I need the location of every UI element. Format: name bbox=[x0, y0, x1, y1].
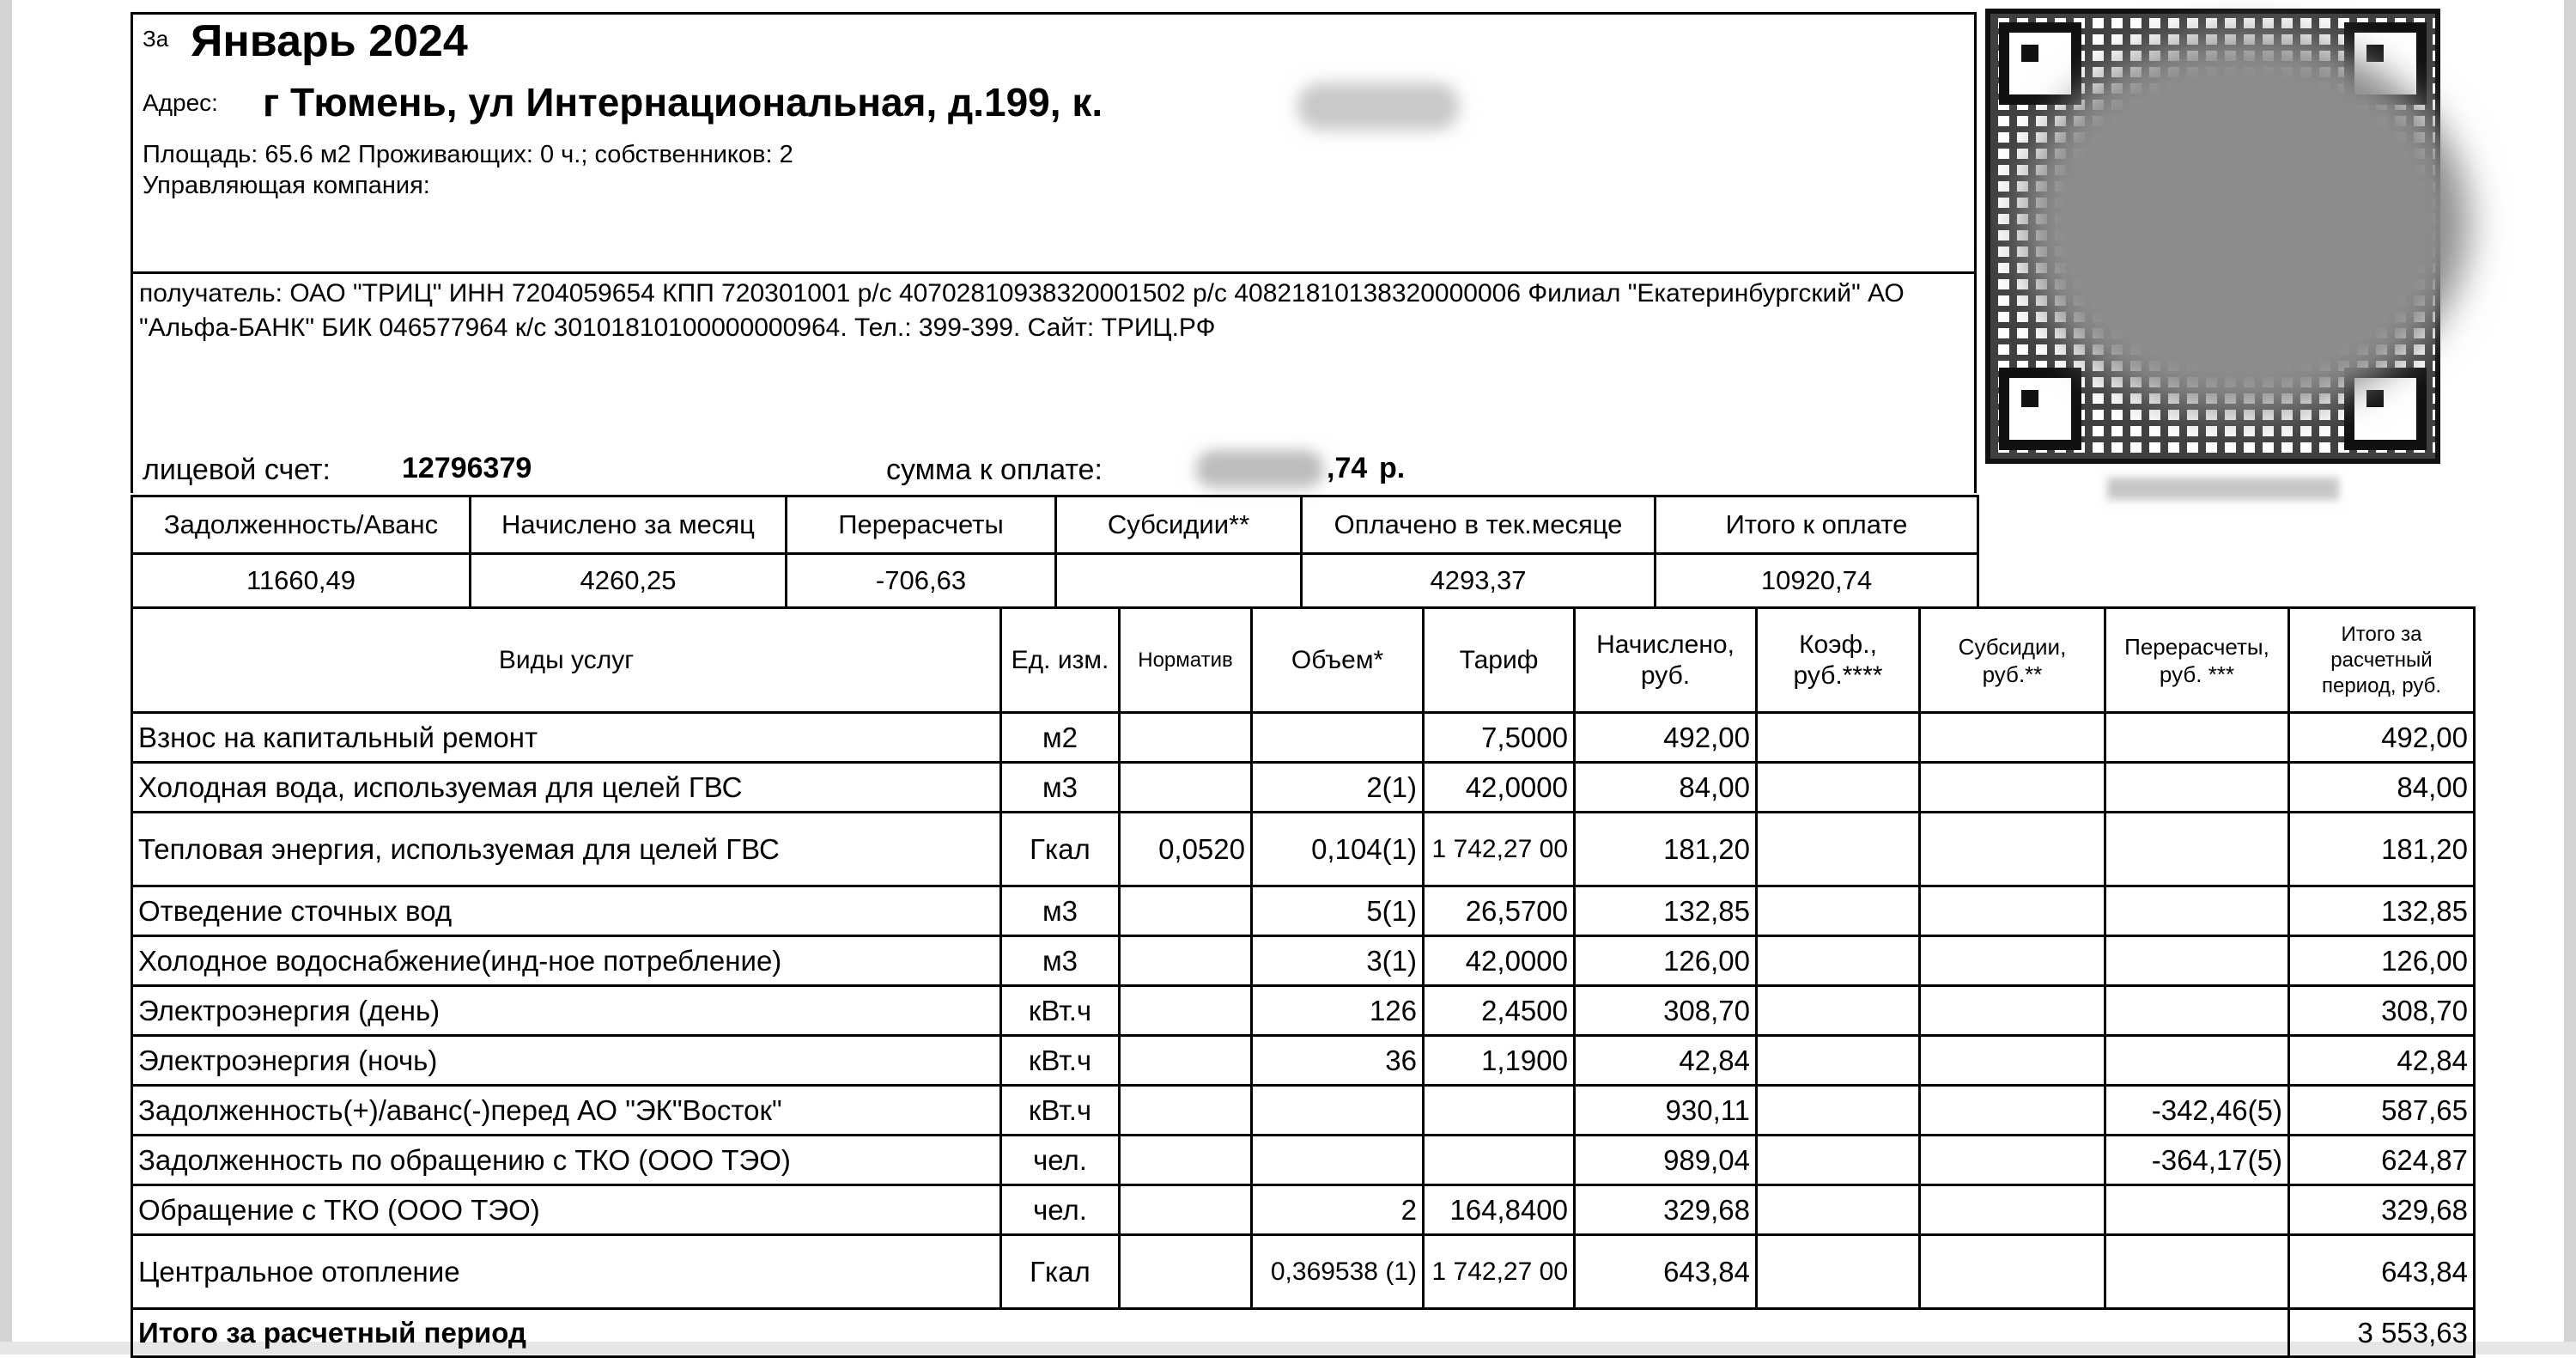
cell-volume: 2(1) bbox=[1252, 763, 1424, 813]
cell-subsidy bbox=[1920, 713, 2105, 763]
cell-norm bbox=[1120, 886, 1252, 936]
cell-charged: 492,00 bbox=[1575, 713, 1757, 763]
payment-currency: р. bbox=[1379, 452, 1406, 484]
cell-volume bbox=[1252, 1086, 1424, 1136]
cell-recalc bbox=[2105, 1235, 2289, 1309]
cell-volume: 0,104(1) bbox=[1252, 813, 1424, 886]
cell-service-name: Центральное отопление bbox=[132, 1235, 1001, 1309]
col-header-subsidy: Субсидии, руб.** bbox=[1920, 608, 2105, 713]
col-header-volume: Объем* bbox=[1252, 608, 1424, 713]
cell-tariff bbox=[1424, 1136, 1575, 1185]
col-header-coef: Коэф., руб.**** bbox=[1757, 608, 1920, 713]
cell-coef bbox=[1757, 936, 1920, 986]
cell-norm bbox=[1120, 713, 1252, 763]
cell-volume: 36 bbox=[1252, 1036, 1424, 1086]
cell-unit: Гкал bbox=[1001, 813, 1120, 886]
cell-recalc bbox=[2105, 713, 2289, 763]
cell-total: 126,00 bbox=[2289, 936, 2475, 986]
cell-total: 42,84 bbox=[2289, 1036, 2475, 1086]
col-header-tariff: Тариф bbox=[1424, 608, 1575, 713]
service-row bbox=[132, 813, 2475, 886]
col-header-unit: Ед. изм. bbox=[1001, 608, 1120, 713]
service-row bbox=[132, 1086, 2475, 1136]
cell-volume: 2 bbox=[1252, 1185, 1424, 1235]
cell-total: 84,00 bbox=[2289, 763, 2475, 813]
payment-label: сумма к оплате: bbox=[886, 454, 1103, 486]
total-label: Итого за расчетный период bbox=[132, 1309, 2289, 1357]
cell-subsidy bbox=[1920, 886, 2105, 936]
cell-norm bbox=[1120, 1136, 1252, 1185]
address-redaction bbox=[1297, 82, 1460, 131]
area-info: Площадь: 65.6 м2 Проживающих: 0 ч.; собственников: 2 bbox=[143, 141, 793, 168]
summary-header: Итого к оплате bbox=[1656, 496, 1978, 554]
service-row bbox=[132, 763, 2475, 813]
cell-recalc bbox=[2105, 936, 2289, 986]
col-header-charged: Начислено, руб. bbox=[1575, 608, 1757, 713]
service-row bbox=[132, 886, 2475, 936]
recipient-details: получатель: ОАО "ТРИЦ" ИНН 7204059654 КПП 720301001 р/с 40702810938320001502 р/с 40821810138320000006 Филиал "Екатеринбургский" АО "Альфа-БАНК" БИК 046577964 к/с 30101810100000000964. Тел.: 399-399. Сайт: ТРИЦ.РФ bbox=[139, 279, 1905, 342]
cell-subsidy bbox=[1920, 1136, 2105, 1185]
summary-header: Субсидии** bbox=[1056, 496, 1302, 554]
cell-unit: м3 bbox=[1001, 936, 1120, 986]
cell-service-name: Электроэнергия (ночь) bbox=[132, 1036, 1001, 1086]
cell-charged: 126,00 bbox=[1575, 936, 1757, 986]
qr-redaction bbox=[2022, 34, 2469, 412]
viewer-left-border bbox=[0, 0, 12, 1355]
cell-service-name: Холодная вода, используемая для целей ГВС bbox=[132, 763, 1001, 813]
service-row bbox=[132, 713, 2475, 763]
cell-norm bbox=[1120, 936, 1252, 986]
summary-header: Перерасчеты bbox=[787, 496, 1056, 554]
cell-subsidy bbox=[1920, 936, 2105, 986]
cell-coef bbox=[1757, 763, 1920, 813]
payment-redaction bbox=[1195, 450, 1324, 488]
service-row bbox=[132, 986, 2475, 1036]
summary-header: Оплачено в тек.месяце bbox=[1302, 496, 1656, 554]
viewer-right-border bbox=[2564, 0, 2576, 1355]
cell-charged: 308,70 bbox=[1575, 986, 1757, 1036]
management-company: Управляющая компания: bbox=[143, 172, 430, 199]
period-title: Январь 2024 bbox=[191, 16, 468, 66]
cell-service-name: Отведение сточных вод bbox=[132, 886, 1001, 936]
cell-charged: 930,11 bbox=[1575, 1086, 1757, 1136]
cell-tariff: 1,1900 bbox=[1424, 1036, 1575, 1086]
col-header-service: Виды услуг bbox=[132, 608, 1001, 713]
cell-service-name: Обращение с ТКО (ООО ТЭО) bbox=[132, 1185, 1001, 1235]
summary-paid: 4293,37 bbox=[1302, 554, 1656, 608]
cell-volume: 3(1) bbox=[1252, 936, 1424, 986]
cell-subsidy bbox=[1920, 986, 2105, 1036]
cell-volume: 5(1) bbox=[1252, 886, 1424, 936]
cell-volume bbox=[1252, 1136, 1424, 1185]
cell-charged: 84,00 bbox=[1575, 763, 1757, 813]
cell-subsidy bbox=[1920, 1086, 2105, 1136]
cell-coef bbox=[1757, 986, 1920, 1036]
cell-total: 643,84 bbox=[2289, 1235, 2475, 1309]
cell-service-name: Задолженность по обращению с ТКО (ООО ТЭО) bbox=[132, 1136, 1001, 1185]
cell-norm: 0,0520 bbox=[1120, 813, 1252, 886]
cell-unit: кВт.ч bbox=[1001, 1086, 1120, 1136]
cell-charged: 42,84 bbox=[1575, 1036, 1757, 1086]
service-row bbox=[132, 1136, 2475, 1185]
total-value: 3 553,63 bbox=[2289, 1309, 2475, 1357]
cell-tariff: 26,5700 bbox=[1424, 886, 1575, 936]
cell-norm bbox=[1120, 986, 1252, 1036]
cell-total: 624,87 bbox=[2289, 1136, 2475, 1185]
cell-unit: м3 bbox=[1001, 886, 1120, 936]
cell-volume bbox=[1252, 713, 1424, 763]
col-header-recalc: Перерасчеты, руб. *** bbox=[2105, 608, 2289, 713]
summary-total: 10920,74 bbox=[1656, 554, 1978, 608]
cell-recalc bbox=[2105, 763, 2289, 813]
cell-charged: 989,04 bbox=[1575, 1136, 1757, 1185]
header-divider bbox=[131, 271, 1977, 274]
cell-coef bbox=[1757, 1136, 1920, 1185]
period-prefix: За bbox=[143, 26, 169, 52]
summary-charged: 4260,25 bbox=[471, 554, 787, 608]
cell-coef bbox=[1757, 813, 1920, 886]
cell-unit: чел. bbox=[1001, 1185, 1120, 1235]
cell-total: 587,65 bbox=[2289, 1086, 2475, 1136]
qr-caption-redaction bbox=[2107, 478, 2339, 500]
cell-unit: кВт.ч bbox=[1001, 986, 1120, 1036]
cell-tariff: 2,4500 bbox=[1424, 986, 1575, 1036]
summary-table bbox=[131, 495, 1979, 609]
cell-norm bbox=[1120, 1036, 1252, 1086]
address-value: г Тюмень, ул Интернациональная, д.199, к. bbox=[263, 80, 1103, 125]
cell-recalc: -364,17(5) bbox=[2105, 1136, 2289, 1185]
cell-unit: м2 bbox=[1001, 713, 1120, 763]
cell-coef bbox=[1757, 886, 1920, 936]
summary-subsidy bbox=[1056, 554, 1302, 608]
cell-total: 132,85 bbox=[2289, 886, 2475, 936]
cell-tariff: 164,8400 bbox=[1424, 1185, 1575, 1235]
summary-recalc: -706,63 bbox=[787, 554, 1056, 608]
service-row bbox=[132, 936, 2475, 986]
services-table bbox=[131, 606, 2476, 1358]
payment-amount: ,74 bbox=[1327, 452, 1368, 484]
cell-unit: кВт.ч bbox=[1001, 1036, 1120, 1086]
account-label: лицевой счет: bbox=[143, 454, 331, 486]
cell-total: 308,70 bbox=[2289, 986, 2475, 1036]
cell-coef bbox=[1757, 1235, 1920, 1309]
cell-subsidy bbox=[1920, 1185, 2105, 1235]
cell-volume: 0,369538 (1) bbox=[1252, 1235, 1424, 1309]
cell-service-name: Взнос на капитальный ремонт bbox=[132, 713, 1001, 763]
cell-recalc bbox=[2105, 1036, 2289, 1086]
cell-unit: м3 bbox=[1001, 763, 1120, 813]
cell-norm bbox=[1120, 1235, 1252, 1309]
summary-header: Начислено за месяц bbox=[471, 496, 787, 554]
cell-service-name: Задолженность(+)/аванс(-)перед АО "ЭК"Восток" bbox=[132, 1086, 1001, 1136]
col-header-total: Итого за расчетный период, руб. bbox=[2289, 608, 2475, 713]
cell-recalc: -342,46(5) bbox=[2105, 1086, 2289, 1136]
cell-subsidy bbox=[1920, 813, 2105, 886]
cell-charged: 643,84 bbox=[1575, 1235, 1757, 1309]
cell-tariff: 42,0000 bbox=[1424, 936, 1575, 986]
service-row bbox=[132, 1235, 2475, 1309]
cell-recalc bbox=[2105, 986, 2289, 1036]
cell-tariff: 1 742,27 00 bbox=[1424, 813, 1575, 886]
summary-debt: 11660,49 bbox=[132, 554, 471, 608]
cell-tariff: 42,0000 bbox=[1424, 763, 1575, 813]
cell-coef bbox=[1757, 1086, 1920, 1136]
cell-tariff: 7,5000 bbox=[1424, 713, 1575, 763]
cell-charged: 132,85 bbox=[1575, 886, 1757, 936]
cell-subsidy bbox=[1920, 1235, 2105, 1309]
cell-norm bbox=[1120, 1086, 1252, 1136]
cell-unit: Гкал bbox=[1001, 1235, 1120, 1309]
cell-subsidy bbox=[1920, 1036, 2105, 1086]
cell-recalc bbox=[2105, 1185, 2289, 1235]
cell-total: 492,00 bbox=[2289, 713, 2475, 763]
cell-tariff: 1 742,27 00 bbox=[1424, 1235, 1575, 1309]
cell-norm bbox=[1120, 1185, 1252, 1235]
service-row bbox=[132, 1185, 2475, 1235]
cell-coef bbox=[1757, 1036, 1920, 1086]
summary-header: Задолженность/Аванс bbox=[132, 496, 471, 554]
cell-norm bbox=[1120, 763, 1252, 813]
cell-coef bbox=[1757, 713, 1920, 763]
cell-service-name: Холодное водоснабжение(инд-ное потребление) bbox=[132, 936, 1001, 986]
cell-volume: 126 bbox=[1252, 986, 1424, 1036]
cell-total: 181,20 bbox=[2289, 813, 2475, 886]
account-number: 12796379 bbox=[402, 452, 532, 484]
address-label: Адрес: bbox=[143, 89, 218, 116]
col-header-norm: Норматив bbox=[1120, 608, 1252, 713]
cell-recalc bbox=[2105, 886, 2289, 936]
cell-charged: 329,68 bbox=[1575, 1185, 1757, 1235]
service-row bbox=[132, 1036, 2475, 1086]
cell-service-name: Тепловая энергия, используемая для целей ГВС bbox=[132, 813, 1001, 886]
cell-subsidy bbox=[1920, 763, 2105, 813]
cell-coef bbox=[1757, 1185, 1920, 1235]
cell-total: 329,68 bbox=[2289, 1185, 2475, 1235]
cell-charged: 181,20 bbox=[1575, 813, 1757, 886]
cell-unit: чел. bbox=[1001, 1136, 1120, 1185]
cell-tariff bbox=[1424, 1086, 1575, 1136]
cell-service-name: Электроэнергия (день) bbox=[132, 986, 1001, 1036]
cell-recalc bbox=[2105, 813, 2289, 886]
